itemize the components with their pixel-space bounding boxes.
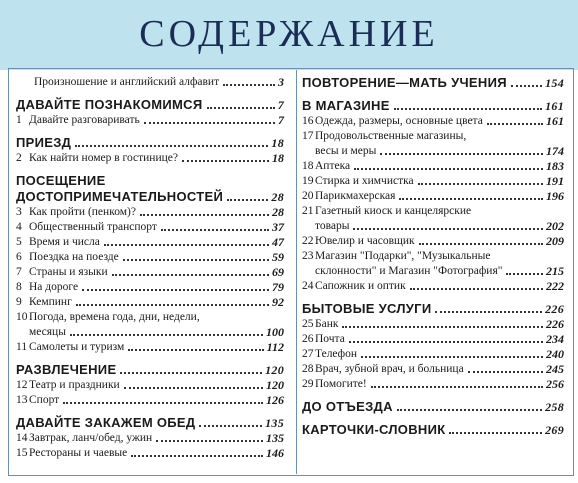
entry-page: 215 — [546, 264, 564, 278]
heading-text: В МАГАЗИНЕ — [302, 98, 390, 113]
dot-leader — [131, 455, 263, 457]
entry-number: 23 — [302, 250, 314, 262]
toc-entry[interactable] — [16, 151, 284, 166]
entry-line — [16, 325, 284, 340]
heading-text: ДОСТОПРИМЕЧАТЕЛЬНОСТЕЙ — [16, 189, 224, 204]
heading-text: ДО ОТЪЕЗДА — [302, 399, 393, 414]
entry-number: 24 — [302, 280, 314, 292]
dot-leader — [399, 198, 543, 200]
left-column — [16, 75, 284, 461]
section-heading[interactable] — [16, 173, 284, 205]
entry-number: 4 — [16, 221, 22, 233]
toc-section — [16, 415, 284, 461]
toc-entry[interactable] — [16, 205, 284, 220]
section-page: 226 — [545, 302, 564, 316]
dot-leader — [487, 123, 543, 125]
entry-number: 13 — [16, 394, 28, 406]
dot-leader — [70, 334, 263, 336]
page-title: СОДЕРЖАНИЕ — [139, 13, 439, 55]
section-page: 135 — [265, 416, 284, 430]
entry-number: 18 — [302, 160, 314, 172]
entry-line — [302, 219, 564, 234]
toc-entry[interactable] — [16, 340, 284, 355]
entry-page: 120 — [266, 378, 284, 392]
dot-leader — [63, 402, 263, 404]
entry-page: 196 — [546, 189, 564, 203]
entry-line — [16, 310, 284, 325]
dot-leader — [223, 84, 275, 86]
toc-entry[interactable] — [302, 114, 564, 129]
entry-title: Погода, времена года, дни, недели, — [29, 311, 200, 323]
section-heading[interactable] — [302, 422, 564, 438]
heading-text: ДАВАЙТЕ ПОЗНАКОМИМСЯ — [16, 97, 203, 112]
entry-page: 7 — [278, 113, 284, 127]
toc-entry[interactable] — [302, 332, 564, 347]
toc-section — [302, 399, 564, 415]
section-page: 269 — [545, 423, 564, 437]
entry-title: Давайте разговаривать — [29, 114, 140, 126]
dot-leader — [410, 288, 543, 290]
dot-leader — [380, 153, 543, 155]
entry-line — [302, 144, 564, 159]
toc-section — [302, 301, 564, 392]
section-page: 18 — [271, 136, 284, 150]
heading-text: ПОСЕЩЕНИЕ — [16, 173, 106, 188]
dot-leader — [511, 85, 542, 87]
toc-entry[interactable] — [302, 174, 564, 189]
entry-number: 11 — [16, 341, 28, 353]
dot-leader — [371, 386, 543, 388]
entry-title: Ювелир и часовщик — [315, 235, 415, 247]
toc-entry[interactable] — [16, 280, 284, 295]
entry-number: 19 — [302, 175, 314, 187]
section-heading[interactable] — [16, 415, 284, 431]
dot-leader — [128, 349, 263, 351]
entry-title: Почта — [315, 333, 345, 345]
entry-title: Как пройти (пенком)? — [29, 206, 136, 218]
toc-entry[interactable] — [302, 249, 564, 279]
entry-title: Банк — [315, 318, 339, 330]
section-heading[interactable] — [16, 135, 284, 151]
entry-page: 161 — [546, 114, 564, 128]
entry-title: склонности" и Магазин "Фотография" — [315, 265, 503, 277]
entry-number: 17 — [302, 130, 314, 142]
entry-title: Произношение и английский алфавит — [34, 76, 220, 88]
toc-entry[interactable] — [16, 250, 284, 265]
dot-leader — [349, 341, 543, 343]
dot-leader — [144, 122, 275, 124]
entry-title: Помогите! — [315, 378, 367, 390]
dot-leader — [342, 326, 543, 328]
right-sections — [302, 75, 564, 438]
section-heading[interactable] — [302, 399, 564, 415]
entry-number: 22 — [302, 235, 314, 247]
column-divider — [296, 70, 297, 474]
dot-leader — [120, 372, 262, 374]
entry-title: Одежда, размеры, основные цвета — [315, 115, 483, 127]
toc-entry[interactable] — [302, 347, 564, 362]
toc-section — [16, 135, 284, 166]
entry-title: Как найти номер в гостинице? — [29, 152, 178, 164]
entry-page: 209 — [546, 234, 564, 248]
toc-entry[interactable] — [302, 377, 564, 392]
section-heading[interactable] — [16, 97, 284, 113]
entry-page: 256 — [546, 377, 564, 391]
toc-entry[interactable] — [302, 234, 564, 249]
dot-leader — [82, 289, 269, 291]
toc-entry[interactable] — [16, 446, 284, 461]
entry-title: Завтрак, ланч/обед, ужин — [29, 432, 153, 444]
section-page: 7 — [277, 98, 284, 112]
heading-line — [16, 189, 284, 205]
entry-title: товары — [315, 220, 350, 232]
entry-page: 28 — [272, 205, 284, 219]
entry-title: Общественный транспорт — [29, 221, 157, 233]
entry-title: Аптека — [315, 160, 351, 172]
entry-title: Спорт — [29, 394, 60, 406]
entry-number: 21 — [302, 205, 314, 217]
entry-number: 10 — [16, 311, 28, 323]
entry-title: Время и числа — [29, 236, 100, 248]
entry-number: 15 — [16, 447, 28, 459]
toc-entry[interactable] — [16, 310, 284, 340]
dot-leader — [419, 243, 543, 245]
dot-leader — [124, 387, 263, 389]
entry-page: 47 — [272, 235, 284, 249]
dot-leader — [104, 244, 269, 246]
entry-line — [302, 129, 564, 144]
right-column — [302, 75, 564, 438]
entry-number: 8 — [16, 281, 22, 293]
entry-number: 16 — [302, 115, 314, 127]
entry-number: 6 — [16, 251, 22, 263]
entry-page: 135 — [266, 431, 284, 445]
dot-leader — [75, 145, 268, 147]
section-page: 154 — [545, 76, 564, 90]
entry-page: 226 — [546, 317, 564, 331]
toc-entry[interactable] — [16, 235, 284, 250]
entry-number: 2 — [16, 152, 22, 164]
section-heading[interactable] — [302, 301, 564, 317]
section-page: 120 — [265, 363, 284, 377]
dot-leader — [76, 304, 269, 306]
entry-page: 112 — [266, 340, 284, 354]
entry-number: 1 — [16, 114, 22, 126]
entry-page: 240 — [546, 347, 564, 361]
toc-entry[interactable] — [16, 393, 284, 408]
section-page: 161 — [545, 99, 564, 113]
dot-leader — [418, 183, 543, 185]
heading-text: КАРТОЧКИ-СЛОВНИК — [302, 422, 446, 437]
dot-leader — [435, 311, 542, 313]
entry-number: 5 — [16, 236, 22, 248]
entry-page: 92 — [272, 295, 284, 309]
intro-entry[interactable] — [16, 75, 284, 90]
toc-entry[interactable] — [302, 362, 564, 377]
dot-leader — [354, 168, 543, 170]
entry-number: 26 — [302, 333, 314, 345]
entry-line — [302, 249, 564, 264]
section-heading[interactable] — [302, 98, 564, 114]
entry-page: 59 — [272, 250, 284, 264]
entry-page: 202 — [546, 219, 564, 233]
dot-leader — [156, 440, 263, 442]
entry-title: Поездка на поезде — [29, 251, 119, 263]
entry-number: 20 — [302, 190, 314, 202]
entry-number: 14 — [16, 432, 28, 444]
toc-entry[interactable] — [302, 317, 564, 332]
entry-title: На дороге — [29, 281, 79, 293]
dot-leader — [207, 107, 275, 109]
entry-title: Телефон — [315, 348, 358, 360]
entry-page: 245 — [546, 362, 564, 376]
entry-line — [302, 264, 564, 279]
dot-leader — [506, 273, 543, 275]
entry-number: 28 — [302, 363, 314, 375]
section-heading[interactable] — [16, 362, 284, 378]
toc-section — [302, 75, 564, 91]
entry-title: Рестораны и чаевые — [29, 447, 128, 459]
entry-title: Театр и праздники — [29, 379, 120, 391]
dot-leader — [361, 356, 543, 358]
entry-title: Самолеты и туризм — [29, 341, 125, 353]
entry-title: Стирка и химчистка — [315, 175, 414, 187]
toc-entry[interactable] — [16, 431, 284, 446]
toc-entry[interactable] — [16, 295, 284, 310]
dot-leader — [353, 228, 543, 230]
toc-section — [16, 97, 284, 128]
heading-text: БЫТОВЫЕ УСЛУГИ — [302, 301, 432, 316]
heading-text: ДАВАЙТЕ ЗАКАЖЕМ ОБЕД — [16, 415, 196, 430]
entry-number: 7 — [16, 266, 22, 278]
entry-title: Газетный киоск и канцелярские — [315, 205, 472, 217]
section-page: 258 — [545, 400, 564, 414]
heading-text: РАЗВЛЕЧЕНИЕ — [16, 362, 117, 377]
toc-entry[interactable] — [302, 204, 564, 234]
dot-leader — [227, 199, 268, 201]
entry-title: Страны и языки — [29, 266, 108, 278]
entry-title: Кемпинг — [29, 296, 72, 308]
entry-page: 69 — [272, 265, 284, 279]
toc-section — [302, 98, 564, 294]
toc-section — [16, 362, 284, 408]
entry-title: весы и меры — [315, 145, 377, 157]
toc-entry[interactable] — [302, 129, 564, 159]
entry-title: Сапожник и оптик — [315, 280, 406, 292]
entry-page: 183 — [546, 159, 564, 173]
dot-leader — [112, 274, 269, 276]
entry-page: 146 — [266, 446, 284, 460]
dot-leader — [140, 214, 269, 216]
entry-number: 27 — [302, 348, 314, 360]
entry-title: Продовольственные магазины, — [315, 130, 467, 142]
toc-entry[interactable] — [302, 279, 564, 294]
entry-title: Парикмахерская — [315, 190, 396, 202]
toc-section — [16, 173, 284, 355]
entry-number: 3 — [16, 206, 22, 218]
entry-page: 191 — [546, 174, 564, 188]
toc-entry[interactable] — [302, 189, 564, 204]
heading-text: ПОВТОРЕНИЕ—МАТЬ УЧЕНИЯ — [302, 75, 507, 90]
entry-line — [302, 204, 564, 219]
dot-leader — [182, 160, 269, 162]
entry-title: Магазин "Подарки", "Музыкальные — [315, 250, 491, 262]
entry-page: 174 — [546, 144, 564, 158]
dot-leader — [161, 229, 269, 231]
section-heading[interactable] — [302, 75, 564, 91]
entry-number: 9 — [16, 296, 22, 308]
toc-section — [302, 422, 564, 438]
toc-entry[interactable] — [302, 159, 564, 174]
heading-line — [16, 173, 284, 189]
entry-page: 37 — [272, 220, 284, 234]
heading-text: ПРИЕЗД — [16, 135, 72, 150]
entry-title: Врач, зубной врач, и больница — [315, 363, 464, 375]
entry-page: 18 — [272, 151, 284, 165]
dot-leader — [468, 371, 543, 373]
toc-entry[interactable] — [16, 220, 284, 235]
dot-leader — [394, 108, 542, 110]
entry-page: 222 — [546, 279, 564, 293]
entry-title: месяцы — [29, 326, 66, 338]
entry-page: 3 — [278, 75, 284, 89]
toc-entry[interactable] — [16, 113, 284, 128]
dot-leader — [123, 259, 269, 261]
section-page: 28 — [271, 190, 284, 204]
entry-page: 234 — [546, 332, 564, 346]
entry-number: 29 — [302, 378, 314, 390]
entry-page: 126 — [266, 393, 284, 407]
entry-number: 25 — [302, 318, 314, 330]
entry-number: 12 — [16, 379, 28, 391]
toc-entry[interactable] — [16, 378, 284, 393]
dot-leader — [449, 432, 542, 434]
entry-page: 100 — [266, 325, 284, 339]
toc-entry[interactable] — [16, 265, 284, 280]
entry-page: 79 — [272, 280, 284, 294]
left-sections — [16, 97, 284, 461]
dot-leader — [397, 409, 542, 411]
dot-leader — [199, 425, 262, 427]
